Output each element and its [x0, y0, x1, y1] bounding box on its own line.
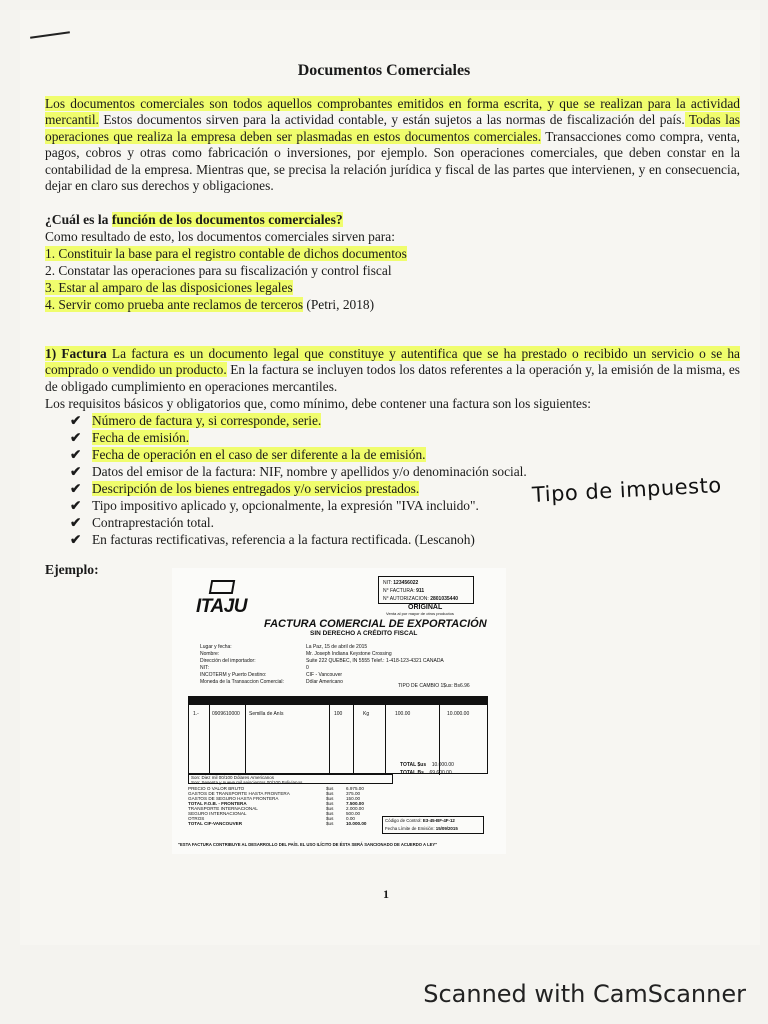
- factura-detail: En la factura se incluyen todos los datos referentes a la operación y, la emisión de la misma, es de obligado cumplimiento en operaciones mercantiles.: [45, 362, 741, 394]
- example-label: Ejemplo:: [45, 562, 99, 577]
- factura-heading: 1) Factura: [45, 346, 107, 361]
- invoice-title: FACTURA COMERCIAL DE EXPORTACIÓN: [264, 618, 487, 630]
- function-item: 2. Constatar las operaciones para su fiscalización y control fiscal: [45, 263, 392, 278]
- intro-sentence-5: por ejemplo. Son operaciones comerciales, que deben constar en la contabilidad de la empresa. Mientras que, se precisa la relación jurídica y fiscal de las partes que intervienen, y en consecuencia, dejar en claro sus derechos y obligaciones.: [45, 145, 740, 194]
- function-item: 3. Estar al amparo de las disposiciones legales: [45, 280, 293, 295]
- check-icon: ✔: [70, 532, 82, 547]
- document-title: Documentos Comerciales: [297, 62, 471, 79]
- checklist-item: ✔ Descripción de los bienes entregados y/o servicios prestados.: [70, 481, 420, 496]
- nit-box: NIT: 123456022 N° FACTURA: 911 N° AUTORIZACION: 2801035440: [378, 576, 474, 604]
- total-bs: TOTAL Bs 69.600.00: [400, 770, 452, 776]
- intro-sentence-4: Transacciones como compra, venta, pagos, cobros y otras como fabricación o inversiones,: [45, 128, 740, 161]
- company-logo: ITAJU: [196, 580, 248, 630]
- result-intro: Como resultado de esto, los documentos comerciales sirven para:: [45, 229, 395, 244]
- function-item: 4. Servir como prueba ante reclamos de terceros (Petri, 2018): [45, 297, 375, 312]
- function-question: ¿Cuál es la función de los documentos comerciales?: [45, 212, 343, 227]
- check-icon: ✔: [70, 464, 82, 479]
- intro-sentence-3: Todas las operaciones que realiza la empresa deben ser plasmadas en estos documentos comerciales.: [45, 112, 740, 144]
- check-icon: ✔: [70, 481, 82, 496]
- page-number: 1: [383, 887, 389, 901]
- check-icon: ✔: [70, 447, 82, 462]
- function-item: 1. Constituir la base para el registro contable de dichos documentos: [45, 246, 407, 261]
- control-code-box: Código de Control: E3-45-BF-4F-12 Fecha Límite de Emisión: 15/09/2015: [382, 816, 484, 834]
- factura-definition: La factura es un documento legal que constituye y autentifica que se ha prestado o recibido un servicio o se ha comprado o vendido un producto.: [45, 346, 740, 378]
- check-icon: ✔: [70, 498, 82, 513]
- invoice-table: 1.- 0909610000 Semilla de Anís 100 Kg 100.00 10.000.00: [188, 696, 488, 774]
- intro-sentence-2: Estos documentos sirven para la actividad contable, y están sujetos a las normas de fiscalización del país.: [98, 112, 685, 128]
- checklist-item: ✔ En facturas rectificativas, referencia a la factura rectificada. (Lescanoh): [70, 532, 475, 547]
- requisitos-intro: Los requisitos básicos y obligatorios que, como mínimo, debe contener una factura son los siguientes:: [45, 396, 591, 411]
- check-icon: ✔: [70, 430, 82, 445]
- checklist-item: ✔ Datos del emisor de la factura: NIF, nombre y apellidos y/o denominación social.: [70, 464, 527, 479]
- checklist-item: ✔ Fecha de emisión.: [70, 430, 190, 445]
- original-label: ORIGINAL: [408, 604, 443, 611]
- invoice-subtitle: SIN DERECHO A CRÉDITO FISCAL: [310, 630, 418, 637]
- table-header: [189, 697, 487, 705]
- scanner-watermark: Scanned with CamScanner: [423, 980, 746, 1008]
- legal-notice: "ESTA FACTURA CONTRIBUYE AL DESARROLLO DEL PAÍS. EL USO ILÍCITO DE ÉSTA SERÁ SANCIONADO DE ACUERDO A LEY": [178, 842, 438, 847]
- checklist-item: ✔ Tipo impositivo aplicado y, opcionalmente, la expresión "IVA incluido".: [70, 498, 479, 513]
- total-usd: TOTAL $us 10.000.00: [400, 762, 454, 768]
- check-icon: ✔: [70, 515, 82, 530]
- diamond-icon: [209, 580, 235, 594]
- checklist-item: ✔ Fecha de operación en el caso de ser diferente a la de emisión.: [70, 447, 426, 462]
- invoice-example: ITAJU NIT: 123456022 N° FACTURA: 911 N° AUTORIZACION: 2801035440 ORIGINAL Venta al por mayor de otros productos FACTURA COMERCIAL DE EXPORTACIÓN SIN DERECHO A CRÉDITO FISCAL Lugar y fecha: La Paz, 15 de abril de 2015 Nombre: Mr. Joseph Indiana Keystone Crossing Dirección del importador: Suite 222 QUEBEC, IN 5555 Telef.: 1-418-123-4321 CANADA NIT: 0 INCOTERM y Puerto Destino: CIF - Vancouver Moneda de la Transaccion Comercial: Dólar Americano TIPO DE CAMBIO 1$us: Bs6.96 1.- 0909610000 Semilla de Anís 100 Kg 100.00 10.000.00 TOTAL $us 10.000.00 TOTAL Bs 69.600.00 Son: Diez mil 00/100 Dólares Americanos Son: Sesenta y nueve mil seiscientos 00/100 Bolivianos. PRECIO O VALOR BRUTO $us 6.975.00 GASTOS DE TRANSPORTE HASTA FRONTERA $us 375.00 GASTOS DE SEGURO HASTA FRONTERA $us 150.00 TOTAL F.O.B. - FRONTERA $us 7.500.00 TRANSPORTE INTERNACIONAL $us 2.000.00 SEGURO INTERNACIONAL $us 500.00 OTROS $us 0.00 TOTAL CIF-VANCOUVER $us 10.000.00 Código de Control: E3-45-BF-4F-12 Fecha Límite de Emisión: 15/09/2015 "ESTA FACTURA CONTRIBUYE AL DESARROLLO DEL PAÍS. EL USO ILÍCITO DE ÉSTA SERÁ SANCIONADO DE ACUERDO A LEY": [172, 568, 506, 854]
- amount-in-words: Son: Diez mil 00/100 Dólares Americanos Son: Sesenta y nueve mil seiscientos 00/100 Bolivianos.: [188, 774, 393, 784]
- factura-paragraph: [45, 346, 740, 395]
- intro-paragraph: [45, 96, 740, 194]
- checklist-item: ✔ Número de factura y, si corresponde, serie.: [70, 413, 322, 428]
- check-icon: ✔: [70, 413, 82, 428]
- checklist-item: ✔ Contraprestación total.: [70, 515, 214, 530]
- intro-sentence-1: Los documentos comerciales son todos aquellos comprobantes emitidos en forma escrita, y que se realizan para la actividad mercantil.: [45, 96, 740, 128]
- exchange-rate: TIPO DE CAMBIO 1$us: Bs6.96: [398, 683, 470, 689]
- handwritten-note: Tipo de impuesto: [531, 473, 723, 507]
- activity-note: Venta al por mayor de otros productos: [386, 611, 454, 616]
